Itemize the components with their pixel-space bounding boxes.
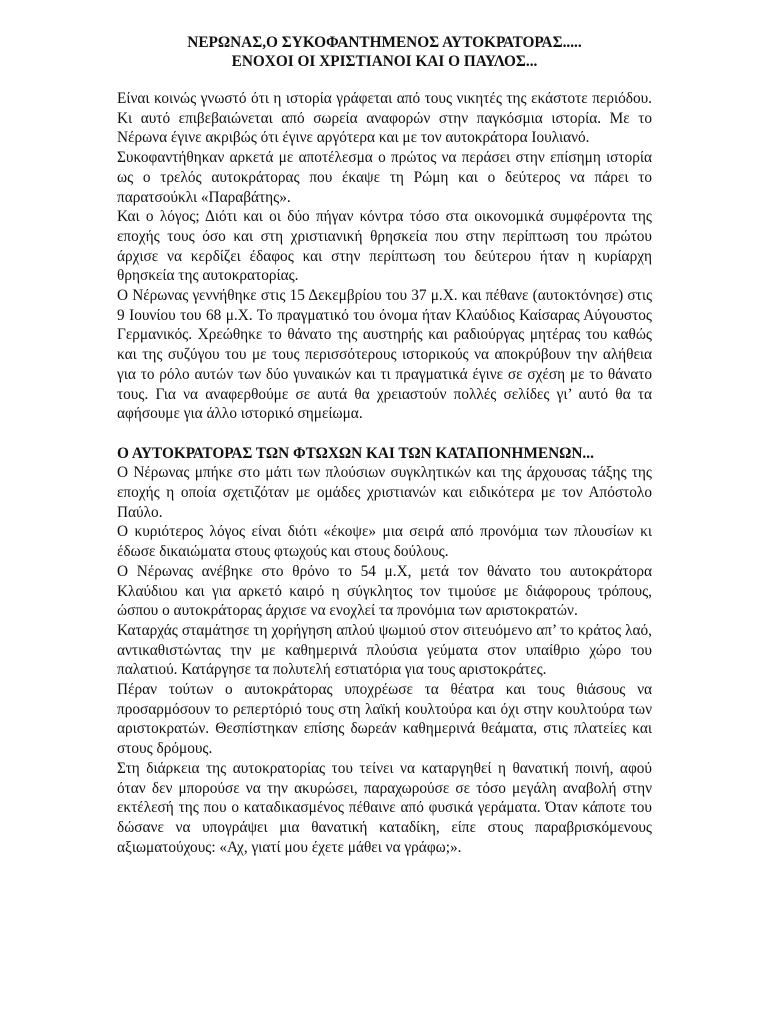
intro-paragraph-3: Και ο λόγος; Διότι και οι δύο πήγαν κόντρα τόσο στα οικονομικά συμφέροντα της εποχής τους όσο και στη χριστιανική θρησκεία που στην περίπτωση του πρώτου άρχισε να κερδίζει έδαφος και στην περίπτωση του δεύτερου ήταν η κυρίαρχη θρησκεία της αυτοκρατορίας. xyxy=(117,208,652,285)
section-paragraph-6: Στη διάρκεια της αυτοκρατορίας του τείνει να καταργηθεί η θανατική ποινή, αφού όταν δεν μπορούσε να την ακυρώσει, παραχωρούσε σε τόσο μεγάλη αναβολή στην εκτέλεσή της που ο καταδικασμένος πέθαινε από φυσικά γεράματα. Όταν κάποτε του δώσανε να υπογράψει μια θανατική καταδίκη, είπε στους παραβρισκόμενους αξιωματούχους: «Αχ, γιατί μου έχετε μάθει να γράφω;». xyxy=(117,759,652,856)
title-spacer xyxy=(117,71,652,89)
section-paragraph-3: Ο Νέρωνας ανέβηκε στο θρόνο το 54 μ.Χ, μετά τον θάνατο του αυτοκράτορα Κλαύδιου και για αρκετό καιρό η σύγκλητος τον τιμούσε με διάφορους τρόπους, ώσπου ο αυτοκράτορας άρχισε να ενοχλεί τα προνόμια των αριστοκρατών. xyxy=(117,562,652,620)
section-heading: Ο ΑΥΤΟΚΡΑΤΟΡΑΣ ΤΩΝ ΦΤΩΧΩΝ ΚΑΙ ΤΩΝ ΚΑΤΑΠΟΝΗΜΕΝΩΝ... xyxy=(117,444,594,462)
section-paragraph-1: Ο Νέρωνας μπήκε στο μάτι των πλούσιων συγκλητικών και της άρχουσας τάξης της εποχής η οποία σχετιζόταν με ομάδες χριστιανών και ειδικότερα με τον Απόστολο Παύλο. xyxy=(117,464,652,521)
intro-paragraph-1: Είναι κοινώς γνωστό ότι η ιστορία γράφεται από τους νικητές της εκάστοτε περιόδου. Κι αυτό επιβεβαιώνεται από σωρεία αναφορών στην παγκόσμια ιστορία. Με το Νέρωνα έγινε ακριβώς ότι έγινε αργότερα και με τον αυτοκράτορα Ιουλιανό. xyxy=(117,90,652,147)
section-paragraph-4: Καταρχάς σταμάτησε τη χορήγηση απλού ψωμιού στον σιτευόμενο απ’ το κράτος λαό, αντικαθιστώντας την με καθημερινά πλούσια γεύματα στον υπαίθριο χώρο του παλατιού. Κατάργησε τα πολυτελή εστιατόρια για τους αριστοκράτες. xyxy=(117,621,652,679)
section-gap xyxy=(117,424,652,444)
document-page xyxy=(117,33,652,857)
document-title-line-1: ΝΕΡΩΝΑΣ,Ο ΣΥΚΟΦΑΝΤΗΜΕΝΟΣ ΑΥΤΟΚΡΑΤΟΡΑΣ..... xyxy=(187,34,582,51)
intro-paragraph-2: Συκοφαντήθηκαν αρκετά με αποτέλεσμα ο πρώτος να περάσει στην επίσημη ιστορία ως ο τρελός αυτοκράτορας που έκαψε τη Ρώμη και ο δεύτερος να πάρει το παρατσούκλι «Παραβάτης». xyxy=(117,149,652,206)
section-paragraph-2: Ο κυριότερος λόγος είναι διότι «έκοψε» μια σειρά από προνόμια των πλουσίων κι έδωσε δικαιώματα στους φτωχούς και στους δούλους. xyxy=(117,523,652,561)
document-title-line-2: ΕΝΟΧΟΙ ΟΙ ΧΡΙΣΤΙΑΝΟΙ ΚΑΙ Ο ΠΑΥΛΟΣ... xyxy=(231,53,538,70)
section-paragraph-5: Πέραν τούτων ο αυτοκράτορας υποχρέωσε τα θέατρα και τους θιάσους να προσαρμόσουν το ρεπερτόριό τους στη λαϊκή κουλτούρα και όχι στην κουλτούρα των αριστοκρατών. Θεσπίστηκαν επίσης δωρεάν καθημερινά θεάματα, στις πλατείες και στους δρόμους. xyxy=(117,681,652,758)
intro-paragraph-4: Ο Νέρωνας γεννήθηκε στις 15 Δεκεμβρίου του 37 μ.Χ. και πέθανε (αυτοκτόνησε) στις 9 Ιουνίου του 68 μ.Χ. Το πραγματικό του όνομα ήταν Κλαύδιος Καίσαρας Αύγουστος Γερμανικός. Χρεώθηκε το θάνατο της αυστηρής και ραδιούργας μητέρας του καθώς και της συζύγου του με τους περισσότερους ιστορικούς να αποκρύβουν την αλήθεια για το ρόλο αυτών των δύο γυναικών και τι πραγματικά έγινε σε σχέση με το θάνατο τους. Για να αναφερθούμε σε αυτά θα χρειαστούν πολλές σελίδες γι’ αυτό θα τα αφήσουμε για άλλο ιστορικό σημείωμα. xyxy=(117,287,652,423)
